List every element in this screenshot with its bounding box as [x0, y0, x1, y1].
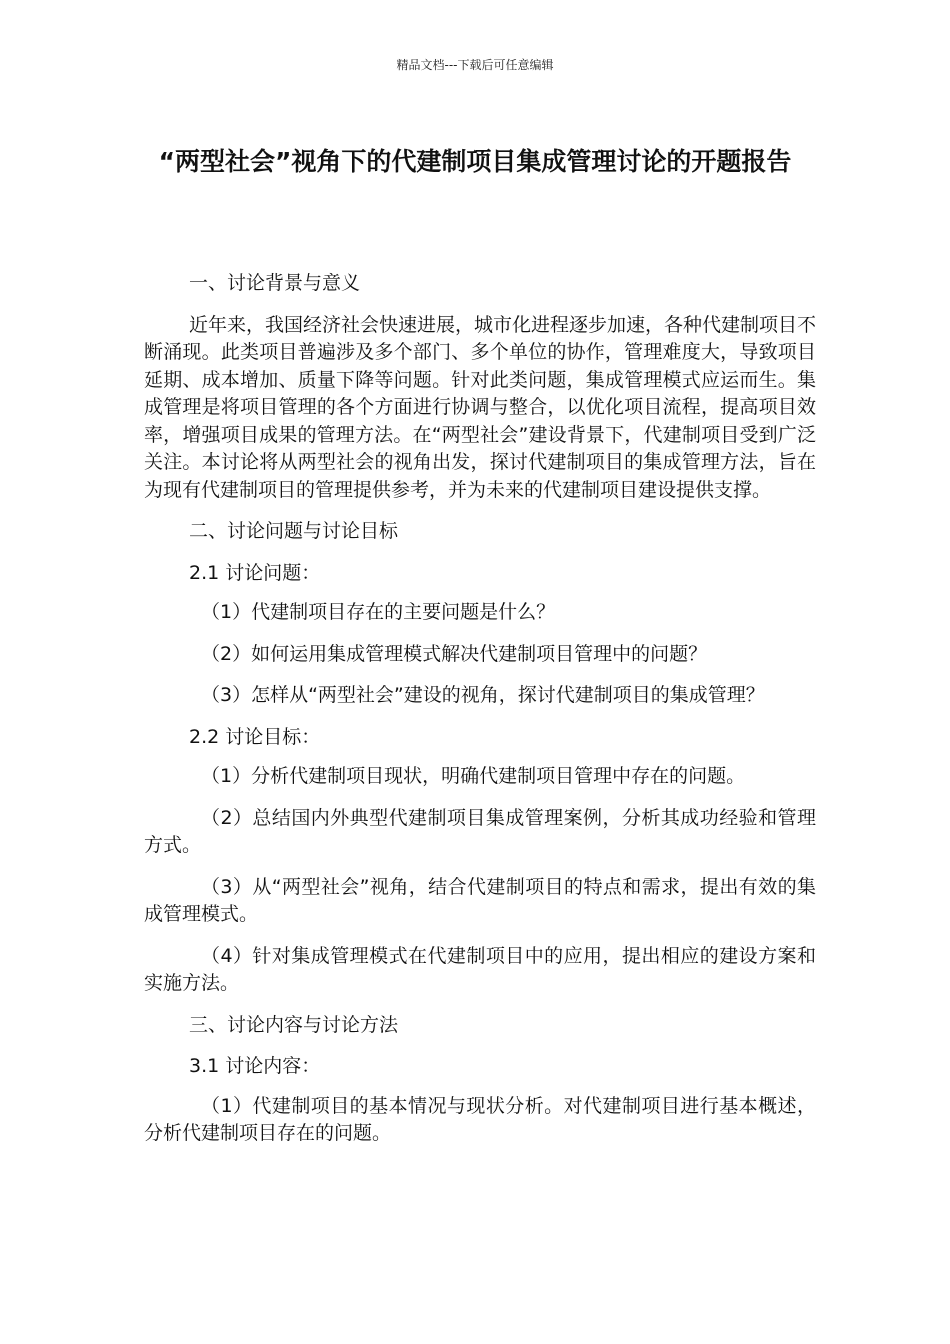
subsection-heading-questions: 2.1 讨论问题：	[189, 561, 321, 584]
document-body	[144, 270, 816, 1162]
section-heading-content-methods: 三、讨论内容与讨论方法	[189, 1013, 399, 1036]
section-heading-background: 一、讨论背景与意义	[189, 272, 361, 294]
goal-item-1: （1）分析代建制项目现状，明确代建制项目管理中存在的问题。	[201, 765, 746, 787]
section-heading-questions: 二、讨论问题与讨论目标	[189, 520, 399, 542]
goal-item-4: （4）针对集成管理模式在代建制项目中的应用，提出相应的建设方案和实施方法。	[144, 944, 816, 994]
subsection-heading-content: 3.1 讨论内容：	[189, 1055, 321, 1077]
goal-item-2: （2）总结国内外典型代建制项目集成管理案例，分析其成功经验和管理方式。	[144, 806, 816, 856]
document-title: “两型社会”视角下的代建制项目集成管理讨论的开题报告	[158, 147, 792, 176]
background-paragraph: 近年来，我国经济社会快速进展，城市化进程逐步加速，各种代建制项目不断涌现。此类项目普遍涉及多个部门、多个单位的协作，管理难度大，导致项目延期、成本增加、质量下降等问题。针对此类问题，集成管理模式应运而生。集成管理是将项目管理的各个方面进行协调与整合，以优化项目流程，提高项目效率，增强项目成果的管理方法。在“两型社会”建设背景下，代建制项目受到广泛关注。本讨论将从两型社会的视角出发，探讨代建制项目的集成管理方法，旨在为现有代建制项目的管理提供参考，并为未来的代建制项目建设提供支撑。	[144, 313, 817, 501]
goal-item-3: （3）从“两型社会”视角，结合代建制项目的特点和需求，提出有效的集成管理模式。	[144, 875, 816, 925]
page-header-note: 精品文档---下载后可任意编辑	[396, 58, 554, 72]
question-item-1: （1）代建制项目存在的主要问题是什么？	[201, 601, 556, 623]
question-item-3: （3）怎样从“两型社会”建设的视角，探讨代建制项目的集成管理？	[201, 684, 765, 706]
content-item-1: （1）代建制项目的基本情况与现状分析。对代建制项目进行基本概述，分析代建制项目存在的问题。	[144, 1094, 816, 1144]
question-item-2: （2）如何运用集成管理模式解决代建制项目管理中的问题？	[201, 642, 708, 665]
subsection-heading-goals: 2.2 讨论目标：	[189, 725, 321, 748]
